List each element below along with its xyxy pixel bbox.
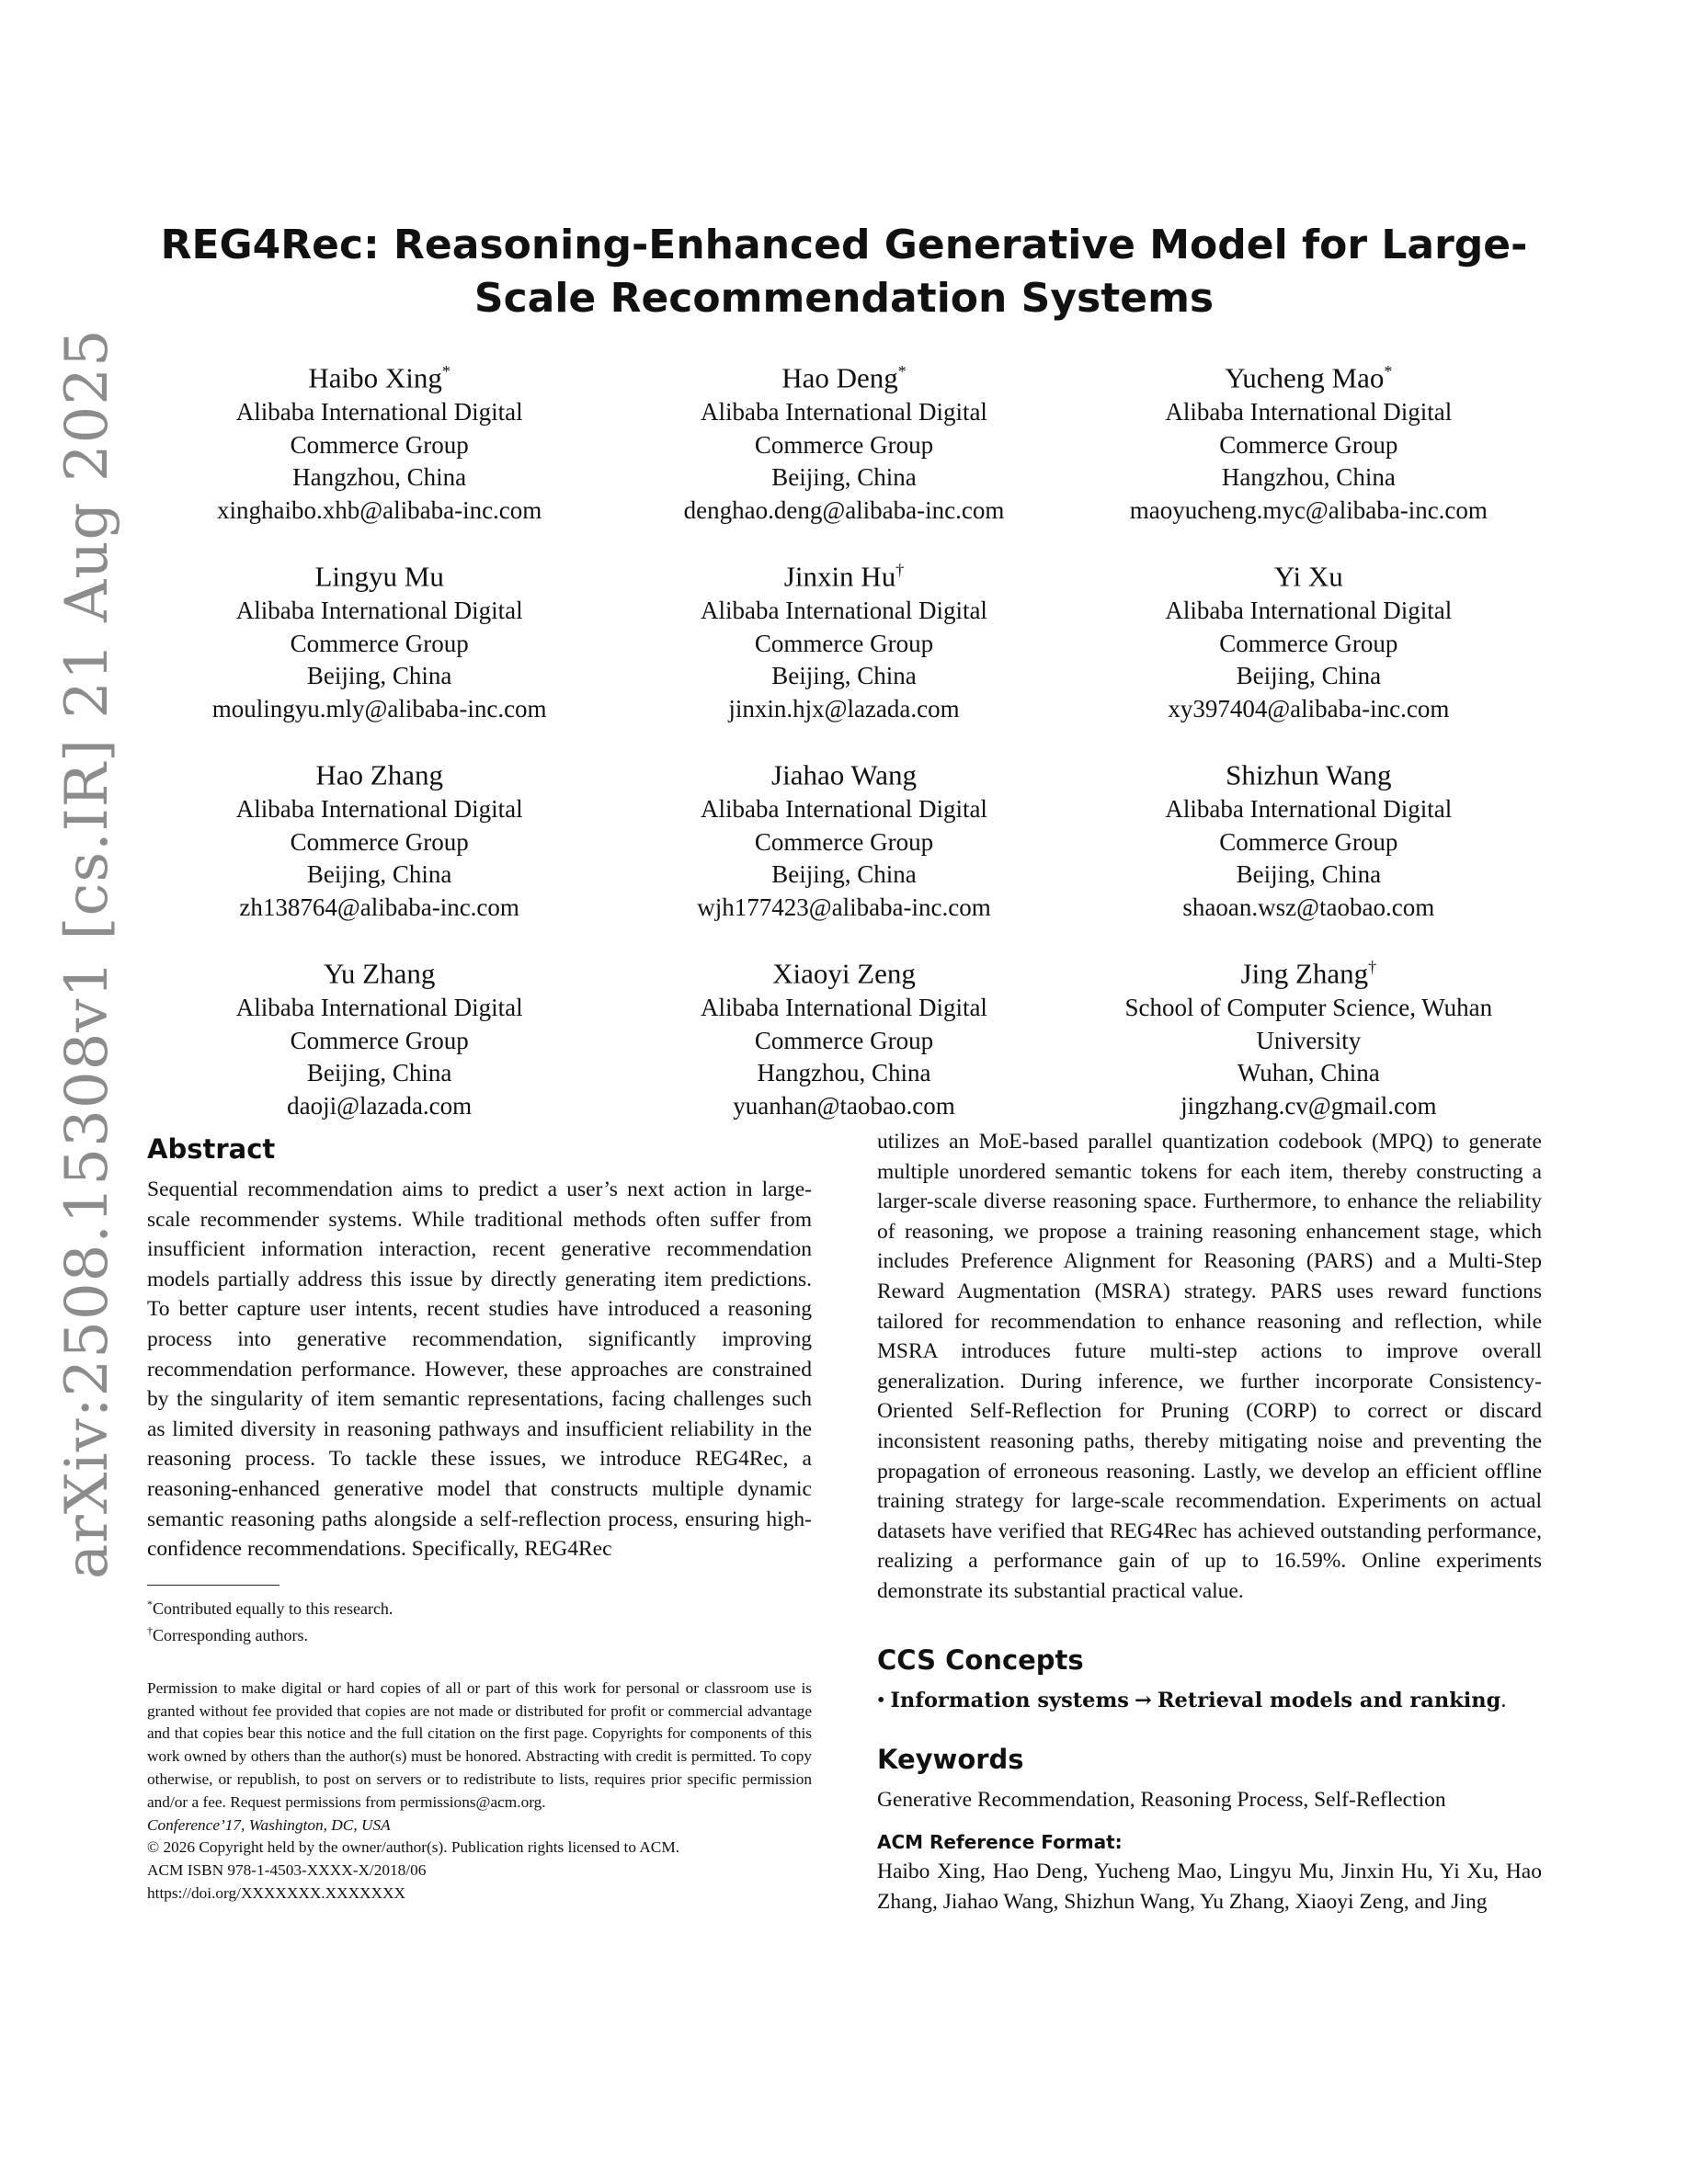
arxiv-identifier: arXiv:2508.15308v1 [cs.IR] 21 Aug 2025 [53,328,121,1579]
author-affiliation: Commerce Group [290,629,469,657]
author-location: Beijing, China [771,662,917,690]
author-affiliation: Alibaba International Digital [1165,795,1453,824]
author-location: Hangzhou, China [757,1059,931,1087]
author-name: Hao Deng* [781,361,907,394]
author-location: Beijing, China [306,860,452,889]
permission-text: Permission to make digital or hard copies of all or part of this work for personal or classroom use is granted without fee provided that copies are not made or distributed for profit or commercial advantage and that copies bear this notice and the full citation on the first page. Copyrights for components of this work owned by others than the author(s) must be honored. Abstracting with credit is permitted. To copy otherwise, or republish, to post on servers or to redistribute to lists, requires prior specific permission and/or a fee. Request permissions from permissions@acm.org. [147,1678,812,1811]
author-location: Hangzhou, China [292,463,467,492]
author-affiliation: Commerce Group [1219,827,1398,856]
author-email: xinghaibo.xhb@alibaba-inc.com [217,495,542,524]
author-email: wjh177423@alibaba-inc.com [697,893,991,921]
right-column [877,1132,1542,1917]
author-block [147,353,611,552]
author-affiliation: Commerce Group [290,1026,469,1054]
author-block [1077,353,1541,552]
author-name: Jinxin Hu† [783,560,905,593]
author-location: Wuhan, China [1237,1059,1380,1087]
author-affiliation: Alibaba International Digital [235,994,523,1022]
author-name: Jing Zhang† [1240,957,1377,990]
author-affiliation: School of Computer Science, Wuhan [1124,994,1493,1022]
doi-link[interactable]: https://doi.org/XXXXXXX.XXXXXXX [147,1883,405,1902]
author-email: jinxin.hjx@lazada.com [728,694,960,722]
isbn-line: ACM ISBN 978-1-4503-XXXX-X/2018/06 [147,1861,427,1880]
acm-reference-text: Haibo Xing, Hao Deng, Yucheng Mao, Lingyu Mu, Jinxin Hu, Yi Xu, Hao Zhang, Jiahao Wang, Shizhun Wang, Yu Zhang, Xiaoyi Zeng, and Jing [877,1860,1542,1914]
author-email: moulingyu.mly@alibaba-inc.com [211,694,547,722]
footnote-corresponding: †Corresponding authors. [147,1623,308,1644]
author-block [611,949,1076,1147]
author-name: Yi Xu [1273,560,1343,593]
footnote-divider [147,1585,279,1586]
author-affiliation: Commerce Group [290,430,469,459]
author-block [1077,949,1541,1147]
author-affiliation: Commerce Group [1219,629,1398,657]
author-location: Beijing, China [1236,662,1382,690]
footnote-equal-contribution: *Contributed equally to this research. [147,1597,393,1618]
author-location: Beijing, China [306,662,452,690]
author-block [147,949,611,1147]
copyright-line: © 2026 Copyright held by the owner/author(s). Publication rights licensed to ACM. [147,1838,680,1857]
author-affiliation: Alibaba International Digital [1165,398,1453,427]
author-block [147,750,611,949]
abstract-text-right: utilizes an MoE-based parallel quantization codebook (MPQ) to generate multiple unordered semantic tokens for each item, thereby constructing a larger-scale diverse reasoning space. Furthermore, to enhance the reliability of reasoning, we propose a training reasoning enhancement stage, which includes Preference Alignment for Reasoning (PARS) and a Multi-Step Reward Augmentation (MSRA) strategy. PARS uses reward functions tailored for recommendation to enhance reasoning and reflection, while MSRA introduces future multi-step actions to improve overall generalization. During inference, we further incorporate Consistency-Oriented Self-Reflection for Pruning (CORP) to correct or discard inconsistent reasoning paths, thereby mitigating noise and preventing the propagation of erroneous reasoning. Lastly, we develop an efficient offline training strategy for large-scale recommendation. Experiments on actual datasets have verified that REG4Rec has achieved outstanding performance, realizing a performance gain of up to 16.59%. Online experiments demonstrate its substantial practical value. [877,1130,1542,1603]
author-location: Beijing, China [1236,860,1382,889]
author-block [611,552,1076,750]
author-affiliation: Commerce Group [754,430,934,459]
author-email: xy397404@alibaba-inc.com [1168,694,1450,722]
author-name: Haibo Xing* [308,361,451,394]
author-affiliation: Alibaba International Digital [701,398,987,427]
author-name: Xiaoyi Zeng [772,957,916,990]
author-name: Yu Zhang [323,957,436,990]
author-affiliation: Commerce Group [754,827,934,856]
author-name: Jiahao Wang [771,758,917,791]
author-name: Hao Zhang [315,758,443,791]
keywords-heading: Keywords [877,1743,1024,1775]
author-email: denghao.deng@alibaba-inc.com [683,495,1005,524]
author-location: Beijing, China [771,860,917,889]
author-location: Beijing, China [771,463,917,492]
conference-info: Conference’17, Washington, DC, USA [147,1815,391,1834]
author-name: Lingyu Mu [314,560,444,593]
ccs-heading: CCS Concepts [877,1644,1084,1676]
author-affiliation: Commerce Group [1219,430,1398,459]
author-affiliation: University [1256,1026,1362,1054]
paper-title: REG4Rec: Reasoning-Enhanced Generative Model for Large-Scale Recommendation Systems [160,222,1528,322]
author-affiliation: Alibaba International Digital [235,398,523,427]
left-column [147,1132,812,1905]
author-block [147,552,611,750]
author-affiliation: Commerce Group [754,1026,934,1054]
author-block [611,353,1076,552]
author-email: daoji@lazada.com [287,1091,473,1120]
abstract-text-left: Sequential recommendation aims to predict a user’s next action in large-scale recommender systems. While traditional methods often suffer from insufficient information interaction, recent generative recommendation models partially address this issue by directly generating item predictions. To better capture user intents, recent studies have introduced a reasoning process into generative recommendation, significantly improving recommendation performance. However, these approaches are constrained by the singularity of item semantic representations, facing challenges such as limited diversity in reasoning pathways and insufficient reliability in the reasoning process. To tackle these issues, we introduce REG4Rec, a reasoning-enhanced generative model that constructs multiple dynamic semantic reasoning paths alongside a self-reflection process, ensuring high-confidence recommendations. Specifically, REG4Rec [147,1177,812,1562]
author-grid [147,353,1541,1147]
abstract-heading: Abstract [147,1133,276,1165]
keywords-text: Generative Recommendation, Reasoning Process, Self-Reflection [877,1787,1446,1812]
author-affiliation: Alibaba International Digital [235,795,523,824]
permission-block [147,1678,812,1905]
author-name: Yucheng Mao* [1225,361,1393,394]
author-block [611,750,1076,949]
author-block [1077,552,1541,750]
author-affiliation: Alibaba International Digital [235,597,523,625]
author-name: Shizhun Wang [1226,758,1392,791]
author-affiliation: Alibaba International Digital [701,597,987,625]
author-affiliation: Commerce Group [290,827,469,856]
author-email: zh138764@alibaba-inc.com [239,893,519,921]
ccs-concept-item: • Information systems → Retrieval models and ranking. [877,1688,1507,1712]
author-affiliation: Commerce Group [754,629,934,657]
author-location: Beijing, China [306,1059,452,1087]
author-email: jingzhang.cv@gmail.com [1180,1091,1437,1120]
author-affiliation: Alibaba International Digital [1165,597,1453,625]
author-affiliation: Alibaba International Digital [701,994,987,1022]
author-affiliation: Alibaba International Digital [701,795,987,824]
acm-reference-heading: ACM Reference Format: [877,1831,1123,1854]
author-email: maoyucheng.myc@alibaba-inc.com [1129,495,1488,524]
author-email: shaoan.wsz@taobao.com [1182,893,1435,921]
author-block [1077,750,1541,949]
author-location: Hangzhou, China [1221,463,1396,492]
author-email: yuanhan@taobao.com [733,1091,955,1120]
